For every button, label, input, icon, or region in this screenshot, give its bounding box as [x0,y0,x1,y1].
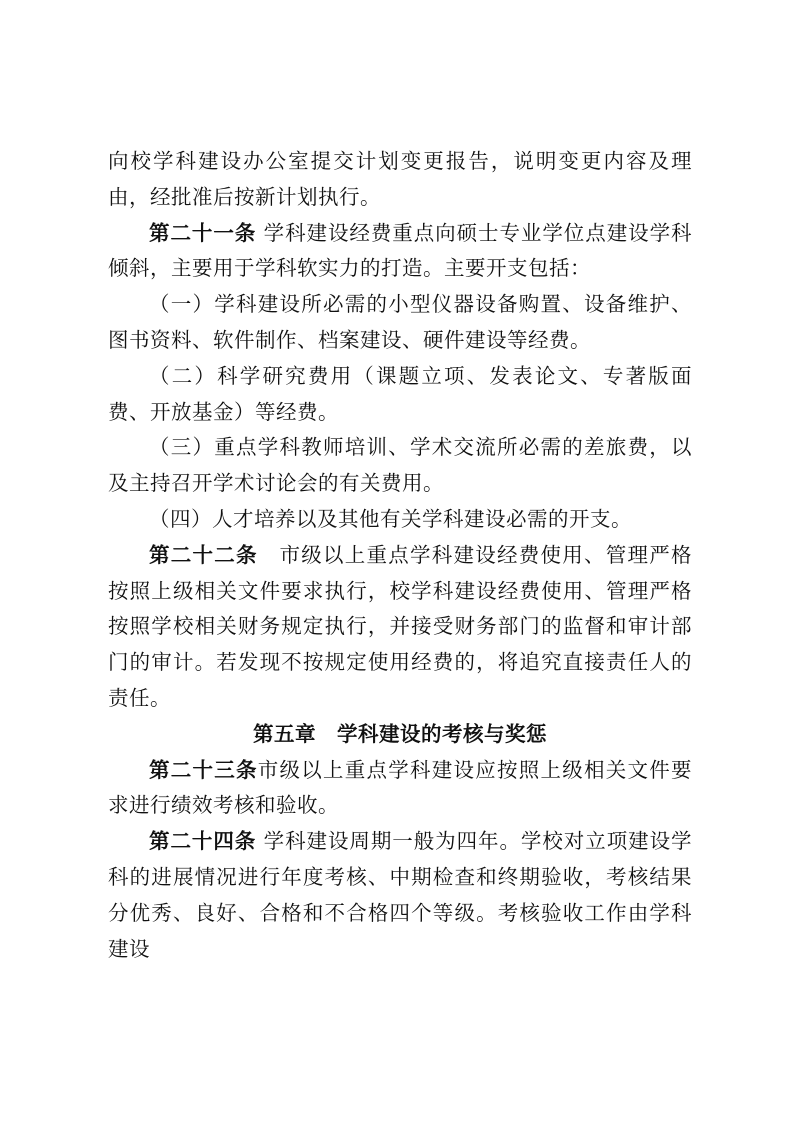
article-22 [108,538,692,717]
article-21-text: 学科建设经费重点向硕士专业学位点建设学科倾斜，主要用于学科软实力的打造。主要开支包括： [108,220,693,281]
article-24-text: 学科建设周期一般为四年。学校对立项建设学科的进展情况进行年度考核、中期检查和终期验收，考核结果分优秀、良好、合格和不合格四个等级。考核验收工作由学科建设 [108,829,693,961]
article-24 [108,824,692,967]
expense-item-4 [108,502,692,538]
article-21 [108,216,692,288]
document-page [108,144,692,967]
article-24-label: 第二十四条 [149,829,257,854]
chapter-5-heading: 第五章 学科建设的考核与奖惩 [253,721,547,746]
article-22-label: 第二十二条 [149,542,258,567]
article-23-label: 第二十三条 [149,757,258,782]
article-23 [108,753,692,825]
article-22-text: 市级以上重点学科建设经费使用、管理严格按照上级相关文件要求执行，校学科建设经费使用、管理严格按照学校相关财务规定执行，并接受财务部门的监督和审计部门的审计。若发现不按规定使用经费的，将追究直接责任人的责任。 [108,542,692,710]
expense-item-1 [108,287,692,359]
expense-item-3 [108,430,692,502]
expense-item-2 [108,359,692,431]
paragraph-text: 向校学科建设办公室提交计划变更报告，说明变更内容及理由，经批准后按新计划执行。 [108,149,692,209]
paragraph-continuation [108,144,692,216]
expense-item-1-text: （一）学科建设所必需的小型仪器设备购置、设备维护、图书资料、软件制作、档案建设、硬件建设等经费。 [108,292,692,352]
article-23-text: 市级以上重点学科建设应按照上级相关文件要求进行绩效考核和验收。 [108,757,692,818]
expense-item-3-text: （三）重点学科教师培训、学术交流所必需的差旅费，以及主持召开学术讨论会的有关费用。 [108,435,692,496]
expense-item-4-text: （四）人才培养以及其他有关学科建设必需的开支。 [149,506,632,531]
article-21-label: 第二十一条 [149,220,257,245]
expense-item-2-text: （二）科学研究费用（课题立项、发表论文、专著版面费、开放基金）等经费。 [108,363,692,424]
